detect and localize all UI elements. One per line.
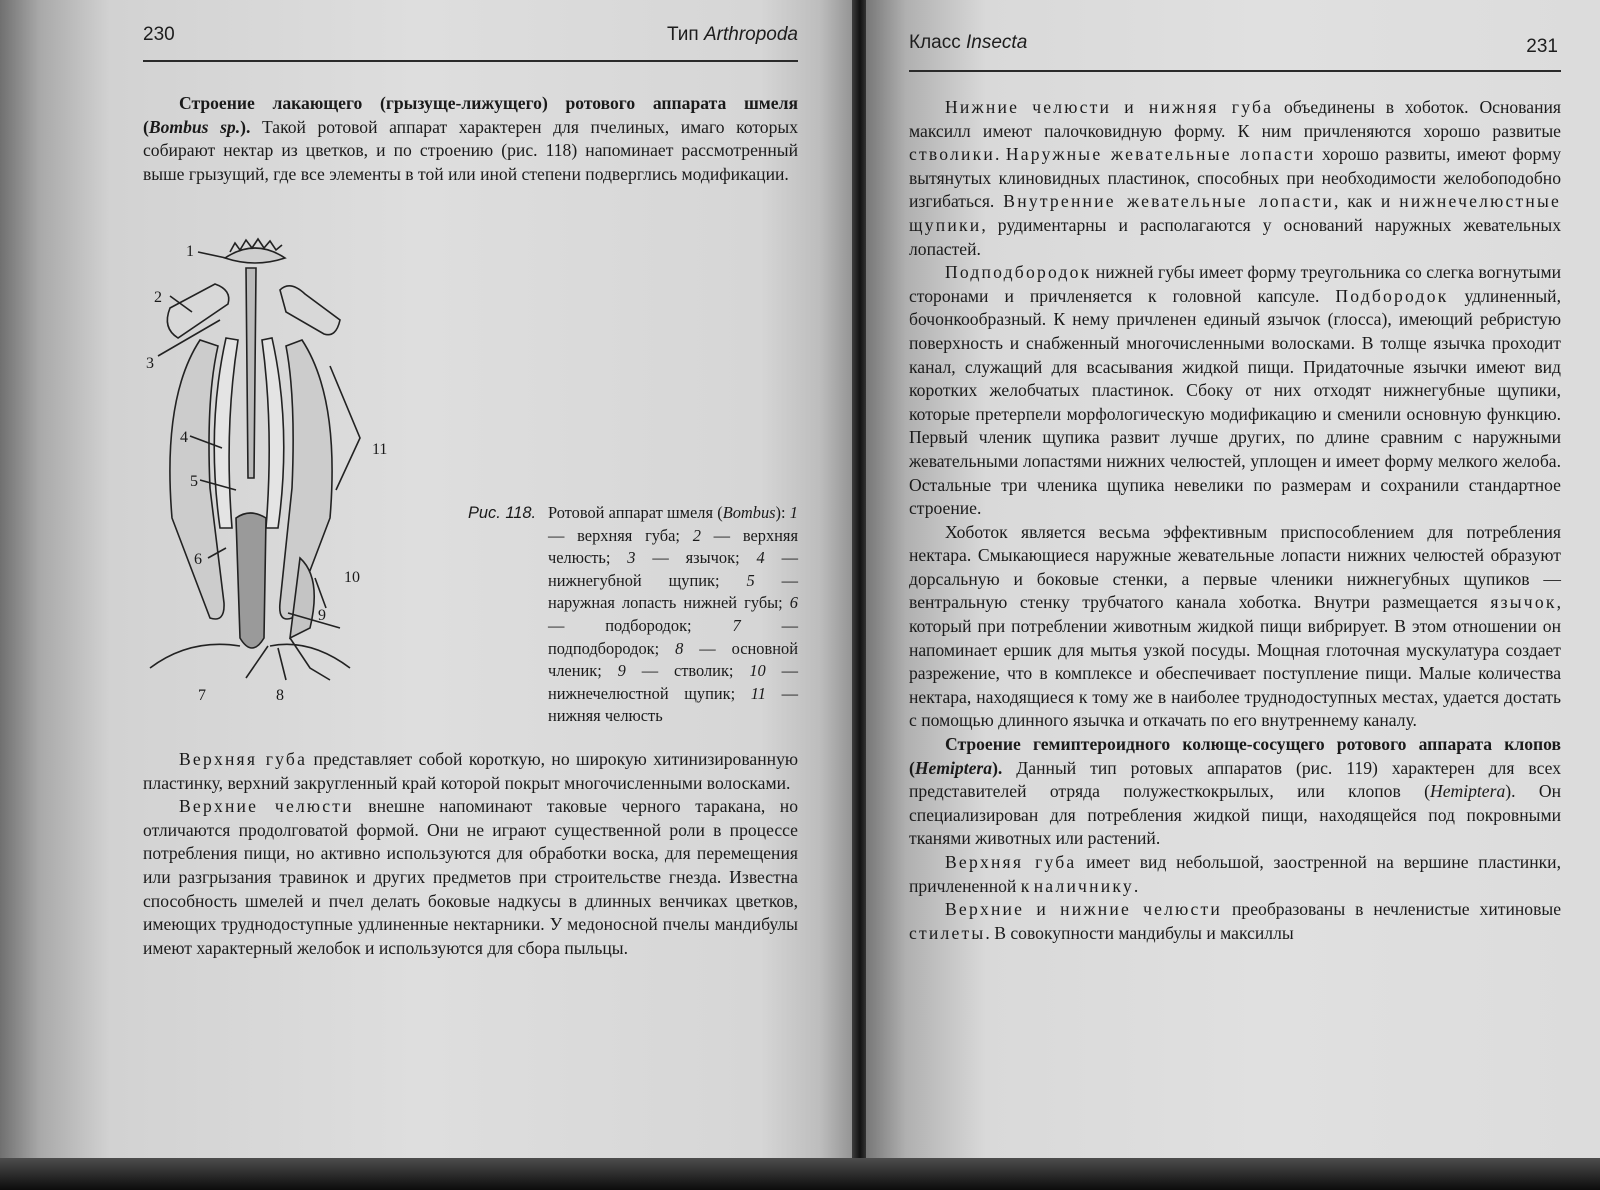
- legend-text: — стволик;: [625, 661, 750, 681]
- p1-d: , как и: [1333, 191, 1400, 212]
- term-mandibles: Верхние челюсти: [179, 796, 354, 817]
- right-body: [909, 96, 1561, 945]
- header-rule-left: [143, 60, 798, 62]
- section-title: Строение лакающего (грызуще-лижущего) ротового аппарата шмеля (: [143, 93, 798, 137]
- legend-text: — подподбородок;: [548, 615, 798, 658]
- p6-a: преобразованы в нечленистые хитиновые: [1222, 899, 1562, 920]
- legend-text: — подбородок;: [548, 615, 733, 635]
- legend-number: 1: [789, 503, 798, 522]
- legend-text: — нижняя челюсть: [548, 683, 798, 726]
- header-rule-right: [909, 70, 1561, 72]
- p3-b: , который при потреблении животным жидкой пищи вибрирует. В этом отношении он напоминает ершик для мытья узкой посуды. Мощная глоточная мускулатура создает разрежение, что в комплексе и обеспечивает поступление пищи. Малые количества нектара, находящиеся к тому же в наиболее труднодоступных местах, удается достать с помощью длинного язычка и откачать по его внутреннему каналу.: [909, 592, 1561, 731]
- section-title-hemiptera-latin: Hemiptera: [914, 757, 993, 778]
- legend-text: — язычок;: [635, 548, 757, 568]
- right-page: [866, 0, 1600, 1160]
- legend-number: 9: [617, 661, 626, 681]
- paragraph-mandibles: внешне напоминают таковые черного таракана, но отличаются продолговатой формой. Они не играют существенной роли в процессе потребления пищи, но активно используются для обработки воска, для перемещения или разгрызания травинок и других предметов при строительстве гнезда. Известна способность шмелей и пчел делать боковые надкусы в длинных венчиках цветков, имеющих труднодоступные удлиненные нектарники. У медоносной пчелы мандибулы имеют характерный желобок и используются для сбора пыльцы.: [143, 796, 799, 958]
- legend-number: 4: [756, 548, 765, 568]
- prementum-shape: [236, 513, 266, 648]
- legend-text: — верхняя губа;: [548, 525, 693, 545]
- legend-text: — нижнегубной щупик;: [548, 548, 798, 590]
- mandible-right: [280, 286, 340, 335]
- left-body: [143, 748, 798, 960]
- figure-legend: [548, 503, 798, 725]
- caption-latin: Bombus: [722, 503, 776, 522]
- figure-label: Рис. 118.: [468, 504, 537, 522]
- page-bottom-edge: [0, 1158, 1600, 1190]
- legend-number: 7: [732, 615, 741, 635]
- running-head-left: [667, 24, 798, 46]
- mandible-left: [167, 284, 228, 338]
- figure-118-drawing: [140, 228, 460, 718]
- term-labrum-right: Верхняя губа: [945, 852, 1077, 872]
- fig-num-2: 2: [154, 289, 162, 306]
- term-submentum: Подподбородок: [945, 262, 1092, 283]
- labial-palp-right: [262, 338, 284, 528]
- p5-a: имеет вид небольшой, заостренной на вершине пластинки, причлененной к: [909, 852, 1561, 896]
- term-maxillary-palps: нижнечелюстные щупики: [909, 191, 1561, 235]
- p1-c: хорошо развиты, имеют форму вытянутых клиновидных пластинок, способных при необходимости желобоподобно изгибаться.: [909, 144, 1562, 212]
- p4-a: Данный тип ротовых аппаратов (рис. 119) характерен для всех представителей отряда полужесткокрылых, или клопов (: [909, 757, 1561, 802]
- fig-num-11: 11: [372, 441, 388, 458]
- caption-start: Ротовой аппарат шмеля (: [548, 503, 723, 522]
- fig-num-5: 5: [190, 473, 198, 490]
- section-title-latin: Bombus sp.: [148, 116, 241, 137]
- fig-num-10: 10: [344, 569, 360, 586]
- section-title-hemiptera: Строение гемиптероидного колюще-сосущего ротового аппарата клопов (: [909, 734, 1561, 778]
- term-laciniae: Внутренние жевательные лопасти: [1003, 191, 1334, 212]
- running-head-taxon-right: Insecta: [966, 32, 1028, 53]
- labial-palp-left: [214, 338, 238, 528]
- legend-number: 3: [627, 548, 636, 568]
- fig-num-7: 7: [198, 687, 206, 704]
- p1-e: , рудиментарны и располагаются у оснований наружных жевательных лопастей.: [909, 214, 1561, 259]
- section-title-end: ).: [240, 116, 251, 137]
- p3-a: Хоботок является весьма эффективным приспособлением для потребления нектара. Смыкающиеся наружные жевательные лопасти нижних челюстей образуют дорсальную и боковые стенки, а первые членики нижнегубных щупиков — вентральную стенку трубчатого канала хоботка. Внутри размещается: [909, 521, 1561, 613]
- fig-num-8: 8: [276, 687, 284, 704]
- p1-b: .: [995, 144, 1006, 165]
- legend-text: — основной членик;: [548, 638, 798, 681]
- running-head-prefix-right: Класс: [909, 32, 966, 53]
- p2-a: нижней губы имеет форму треугольника со слегка вогнутыми сторонами и причленяется к головной капсуле.: [909, 262, 1561, 306]
- term-maxillae-labium: Нижние челюсти и нижняя губа: [945, 97, 1274, 117]
- legend-number: 2: [692, 525, 701, 545]
- p4-b: ). Он специализирован для потребления жидкой пищи, находящейся под покровными тканями животных или растений.: [909, 781, 1562, 849]
- fig-num-9: 9: [318, 607, 326, 624]
- legend-text: — верхняя челюсть;: [548, 525, 798, 568]
- fig-num-6: 6: [194, 551, 202, 568]
- fig-num-4: 4: [180, 429, 188, 446]
- section-title-hemiptera-end: ).: [992, 757, 1003, 778]
- section-intro-text: Такой ротовой аппарат характерен для пчелиных, имаго которых собирают нектар из цветков, и по строению (рис. 118) напоминает рассмотренный выше грызущий, где все элементы в той или иной степени подверглись модификации.: [143, 116, 799, 184]
- figure-118-caption: [468, 502, 798, 728]
- glossa-shape: [246, 268, 256, 478]
- caption-end: ):: [775, 503, 790, 522]
- p6-b: . В совокупности мандибулы и максиллы: [985, 922, 1294, 943]
- legend-number: 6: [789, 593, 798, 613]
- term-labrum: Верхняя губа: [179, 749, 308, 769]
- legend-text: — нижнечелюстной щупик;: [548, 661, 798, 703]
- p1-a: объединены в хоботок. Основания максилл имеют палочковидную форму. К ним причленяются хорошо развитые: [909, 97, 1561, 141]
- term-stipites: стволики: [909, 144, 996, 165]
- running-head-prefix: Тип: [667, 24, 704, 45]
- term-glossa: язычок: [1490, 592, 1557, 613]
- page-number-left: 230: [143, 24, 175, 45]
- paragraph-labrum: представляет собой короткую, но широкую хитинизированную пластинку, верхний закругленный край которой покрыт многочисленными волосками.: [143, 749, 799, 793]
- legend-number: 11: [750, 683, 766, 703]
- p2-b: удлиненный, бочонкообразный. К нему причленен единый язычок (глосса), имеющий ребристую поверхность и снабженный многочисленными волосками. В толще язычка проходит канал, служащий для всасывания жидкой пищи. Придаточные язычки имеют вид коротких желобчатых пластинок. Сбоку от них отходят нижнегубные щупики, которые претерпели морфологическую модификацию и сменили основную функцию. Первый членик щупика развит лучше других, по длине сравним с наружными жевательными лопастями нижних челюстей, уплощен и имеет форму мелкого желоба. Остальные три членика щупика невелики по размерам и сохранили стандартное строение.: [909, 285, 1561, 519]
- term-clypeus: наличнику: [1033, 875, 1134, 896]
- legend-number: 5: [746, 570, 755, 590]
- running-head-right: [909, 32, 1027, 54]
- legend-number: 10: [749, 661, 766, 681]
- legend-number: 8: [675, 638, 684, 658]
- section-intro: [143, 92, 798, 186]
- p5-b: .: [1133, 875, 1139, 896]
- term-galeae: Наружные жевательные лопасти: [1005, 144, 1316, 165]
- term-jaws: Верхние и нижние челюсти: [945, 899, 1223, 920]
- term-mentum: Подбородок: [1335, 285, 1449, 306]
- legend-text: — наружная лопасть нижней губы;: [548, 570, 798, 613]
- fig-num-3: 3: [146, 355, 154, 372]
- fig-num-1: 1: [186, 243, 194, 260]
- p4-latin: Hemiptera: [1430, 781, 1506, 802]
- term-stylets: стилеты: [909, 922, 986, 943]
- running-head-taxon: Arthropoda: [703, 24, 798, 45]
- page-number-right: 231: [1526, 36, 1558, 57]
